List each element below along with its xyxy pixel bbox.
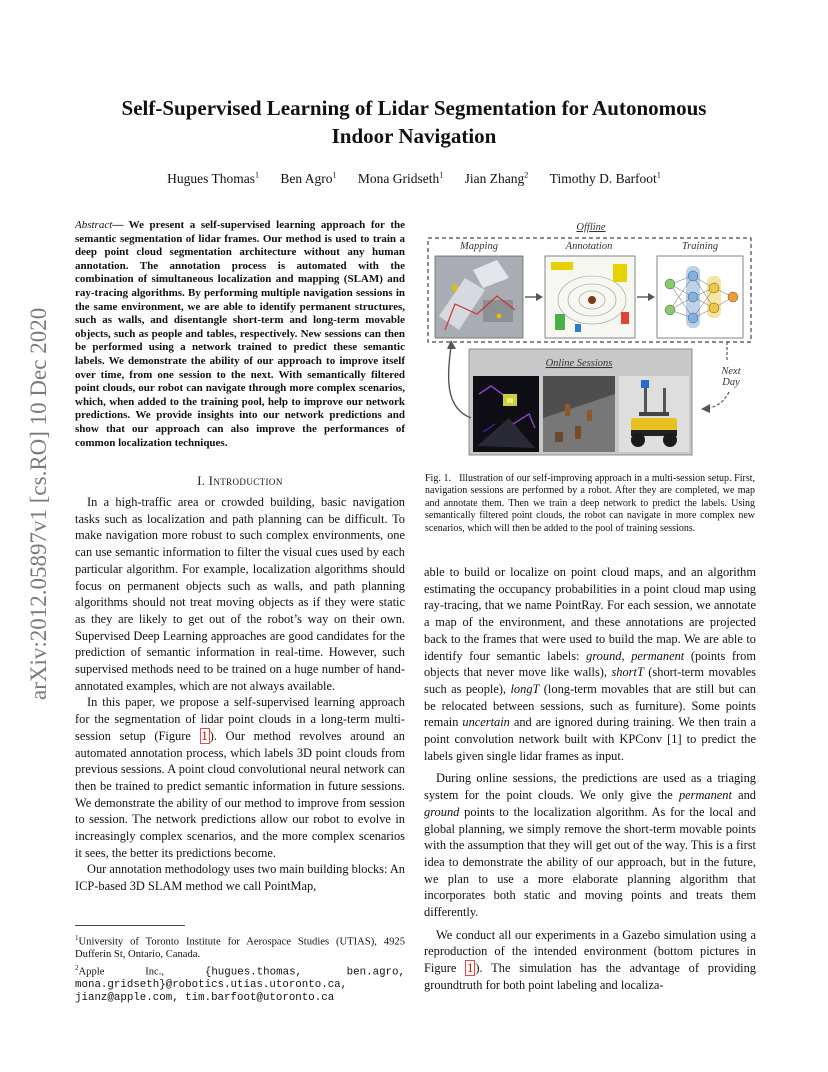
day-label: Day [722,377,740,388]
figure-1 [425,218,757,463]
paper-title: Self-Supervised Learning of Lidar Segmentation for Autonomous Indoor Navigation [121,96,707,148]
abstract-text: — We present a self-supervised learning approach for the semantic segmentation of lidar frames. Our method is used to train a deep point cloud segmentation architecture without any human annotation. The annotation process is automated with the combination of simultaneous localization and mapping (SLAM) and ray-tracing algorithms. By performing multiple navigation sessions in the same environment, we are able to identify permanent structures, such as walls, and disentangle short-term and long-term movable objects, such as people and tables, respectively. New sessions can then be performed using a network trained to predict these semantic labels. We demonstrate the ability of our approach to improve itself over time, from one session to the next. With semantically filtered point clouds, our robot can navigate through more complex scenarios, which, when added to the training pool, help to improve our network predictions. We provide insights into our network predictions and show that our approach can also improve the performances of common localization techniques. [75,219,405,449]
paragraph: We conduct all our experiments in a Gazebo simulation using a reproduction of the intended environment (bottom pictures in Figure 1 ). The simulation has the advantage of providing groundtruth for both point labeling and localiza- [424,927,756,992]
footnote-rule [75,925,185,926]
footnote-affiliation-2: $^2$Apple Inc., {hugues.thomas, ben.agro, mona.gridseth}@robotics.utias.utoronto.ca, jianz@apple.com, tim.barfoot@utoronto.ca [75,964,405,1005]
neural-network-diagram [657,256,743,338]
next-day-arrowhead [701,404,710,413]
paragraph: In a high-traffic area or crowded building, basic navigation tasks such as localization and path planning can be difficult. To make navigation more robust to such complex environments, one can use semantic information to filter the visual cues used by each particular algorithm. For example, localization algorithms should focus on permanent objects such as walls, and path planning algorithms should not treat moving objects as if they were static as they are likely to get out of the robot’s way on their own. Supervised Deep Learning approaches are good candidates for the prediction of semantic information in real-time. However, such supervised methods need to be trained on a huge number of hand-annotated examples, which are not always available. [75,495,405,693]
author: Jian Zhang$^2$ [464,170,529,186]
paragraph: Our annotation methodology uses two main building blocks: An ICP-based 3D SLAM method we call PointMap, [75,862,405,894]
author: Mona Gridseth$^1$ [357,170,444,186]
right-column-body [424,564,756,1000]
figure-ref-link[interactable]: 1 [467,961,474,976]
author: Hugues Thomas$^1$ [167,170,260,186]
annotation-image [545,256,635,338]
arxiv-id: arXiv:2012.05897v1 [cs.RO] 10 Dec 2020 [26,307,51,700]
feedback-arrowhead [447,340,456,349]
author: Ben Agro$^1$ [280,170,337,186]
footnotes [75,932,405,1005]
caption-label: Fig. 1. [425,473,452,484]
feedback-arrow [449,346,471,418]
footnote-affiliation-1: $^1$University of Toronto Institute for Aerospace Studies (UTIAS), 4925 Dufferin St, Ontario, Canada. [75,934,405,961]
author-list [90,170,738,187]
figure-caption [425,473,755,535]
left-column-body [75,494,405,895]
lidar-frame-image [473,376,539,452]
paragraph: able to build or localize on point cloud maps, and an algorithm estimating the occupancy probabilities in a point cloud map using ray-tracing, that we name PointRay. For each session, we annotate a map of the environment, and these annotations are projected back to the frames that were used to build the map. We are able to identify four semantic labels: ground, permanent (points from objects that never move like walls), shortT (short-term movables such as people), longT (long-term movables that are still but can be relocated between sessions, such as furniture). Some points remain uncertain and are ignored during training. We then train a point convolution network built with KPConv [1] to predict the labels given single lidar frames as input. [424,565,756,763]
paragraph: In this paper, we propose a self-supervised learning approach for the segmentation of lidar point clouds in a long-term multi-session setup (Figure 1 ). Our method revolves around an automated annotation process, which labels 3D point clouds from previous sessions. A point cloud convolutional neural network can then be trained to predict semantic information in future sessions. We demonstrate the ability of our method to improve from session to session. The network predictions allow our robot to evolve in increasingly complex scenarios, and the more complex scenarios it sees, the better its predictions become. [75,695,405,860]
simulation-image [543,376,615,452]
mapping-image [435,256,523,338]
paragraph: During online sessions, the predictions are used as a triaging system for the point clouds. We only give the permanent and ground points to the localization algorithm. As for the local and global planning, we simply remove the short-term movable points with the assumption that they will get out of the way. This is a first idea to demonstrate the ability of our approach, but in the future, we plan to use a more elaborate planning algorithm that incorporates both static and moving points and treats them differently. [424,771,756,920]
robot-image [619,376,689,452]
next-day-arrow [709,392,729,408]
author-emails: {hugues.thomas, ben.agro, mona.gridseth}@robotics.utias.utoronto.ca, jianz@apple.com, tim.barfoot@utoronto.ca [75,966,405,1005]
offline-label: Offline [576,222,606,233]
next-label: Next [721,366,741,377]
caption-text: Illustration of our self-improving approach in a multi-session setup. First, navigation sessions are performed by a robot. After they are completed, we map and annotate them. Then we train a deep network to predict the labels. Using semantically filtered point clouds, the robot can navigate in more complex new scenarios, which will then be added to the pool of training sessions. [425,473,756,534]
annotation-label: Annotation [565,241,613,252]
training-label: Training [681,241,719,252]
mapping-label: Mapping [460,241,498,252]
section-heading: I. Introduction [197,474,283,488]
arxiv-stamp [4,240,64,720]
figure-ref-link[interactable]: 1 [201,728,208,743]
abstract-label: Abstract [75,219,113,231]
abstract [75,219,405,450]
author: Timothy D. Barfoot$^1$ [549,170,661,186]
online-sessions-label: Online Sessions [545,358,613,369]
